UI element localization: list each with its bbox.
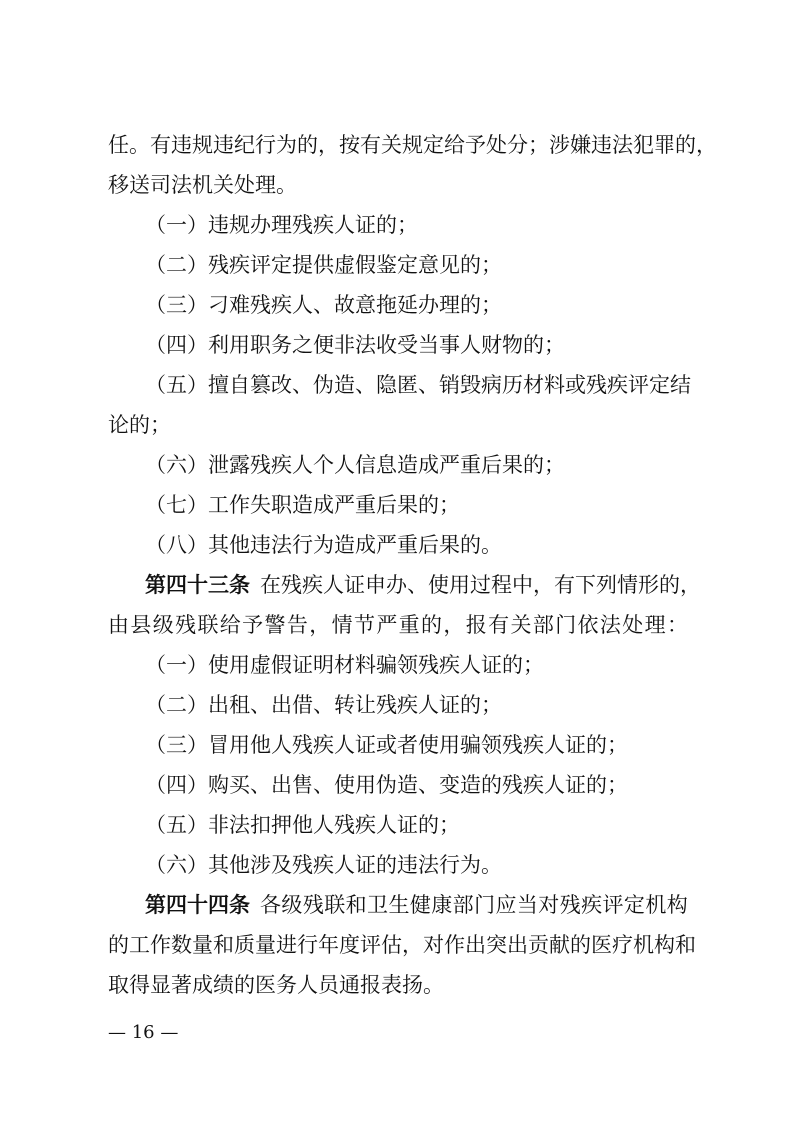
list-item-text: （三）刁难残疾人、故意拖延办理的；: [145, 293, 502, 317]
list-item: [0, 805, 793, 845]
paragraph-text: 的 工 作 数 量 和 质 量 进 行 年 度 评 估 ， 对 作 出 突 出 贡 献 的 医 疗 机 构 和: [108, 933, 696, 957]
text-line: [0, 605, 793, 645]
list-item: [0, 525, 793, 565]
list-item-text: （三）冒用他人残疾人证或者使用骗领残疾人证的；: [145, 733, 628, 757]
page-number: — 16 —: [108, 1022, 179, 1043]
list-item: [0, 845, 793, 885]
paragraph-text: 由 县 级 残 联 给 予 警 告 ， 情 节 严 重 的 ， 报 有 关 部 门 依 法 处 理 ：: [108, 613, 688, 637]
list-item: [0, 445, 793, 485]
article-44-first-line: [0, 885, 793, 925]
list-item: [0, 245, 793, 285]
paragraph-text: 任 。 有 违 规 违 纪 行 为 的 ， 按 有 关 规 定 给 予 处 分 ； 涉 嫌 违 法 犯 罪 的 ，: [108, 133, 717, 157]
list-item-text: （六）其他涉及残疾人证的违法行为。: [145, 853, 502, 877]
list-item: [0, 765, 793, 805]
list-item: [0, 485, 793, 525]
article-44-text: 各 级 残 联 和 卫 生 健 康 部 门 应 当 对 残 疾 评 定 机 构: [260, 893, 688, 917]
list-item-text: （二）残疾评定提供虚假鉴定意见的；: [145, 253, 502, 277]
list-item-text: （一）使用虚假证明材料骗领残疾人证的；: [145, 653, 544, 677]
list-item: [0, 645, 793, 685]
text-line: [0, 965, 793, 1005]
list-item: [0, 285, 793, 325]
list-item-text: （八）其他违法行为造成严重后果的。: [145, 533, 502, 557]
list-item-text: 论的；: [108, 413, 171, 437]
list-item-text: （六）泄露残疾人个人信息造成严重后果的；: [145, 453, 565, 477]
list-item: [0, 685, 793, 725]
list-item: [0, 205, 793, 245]
list-item: [0, 325, 793, 365]
list-item: [0, 725, 793, 765]
list-item-text: （四）购买、出售、使用伪造、变造的残疾人证的；: [145, 773, 628, 797]
list-item-text: （二）出租、出借、转让残疾人证的；: [145, 693, 502, 717]
article-44-row: [145, 885, 688, 925]
list-item-text: （一）违规办理残疾人证的；: [145, 213, 418, 237]
article-43-first-line: [0, 565, 793, 605]
text-line: [0, 165, 793, 205]
article-43-row: [145, 565, 701, 605]
list-item-text: （五）非法扣押他人残疾人证的；: [145, 813, 460, 837]
list-item-text: （ 五 ） 擅 自 篡 改 、 伪 造 、 隐 匿 、 销 毁 病 历 材 料 或 残 疾 评 定 结: [145, 373, 691, 397]
list-item-text: （四）利用职务之便非法收受当事人财物的；: [145, 333, 565, 357]
text-line: [0, 925, 793, 965]
list-item-continuation: [0, 405, 793, 445]
paragraph-text: 取得显著成绩的医务人员通报表扬。: [108, 973, 444, 997]
list-item: [0, 365, 793, 405]
article-43-heading: 第四十三条: [145, 572, 250, 597]
list-item-text: （七）工作失职造成严重后果的；: [145, 493, 460, 517]
text-line: [0, 125, 793, 165]
article-44-heading: 第四十四条: [145, 892, 250, 917]
article-43-text: 在 残 疾 人 证 申 办 、 使 用 过 程 中 ， 有 下 列 情 形 的 ，: [260, 573, 701, 597]
paragraph-text: 移送司法机关处理。: [108, 173, 297, 197]
